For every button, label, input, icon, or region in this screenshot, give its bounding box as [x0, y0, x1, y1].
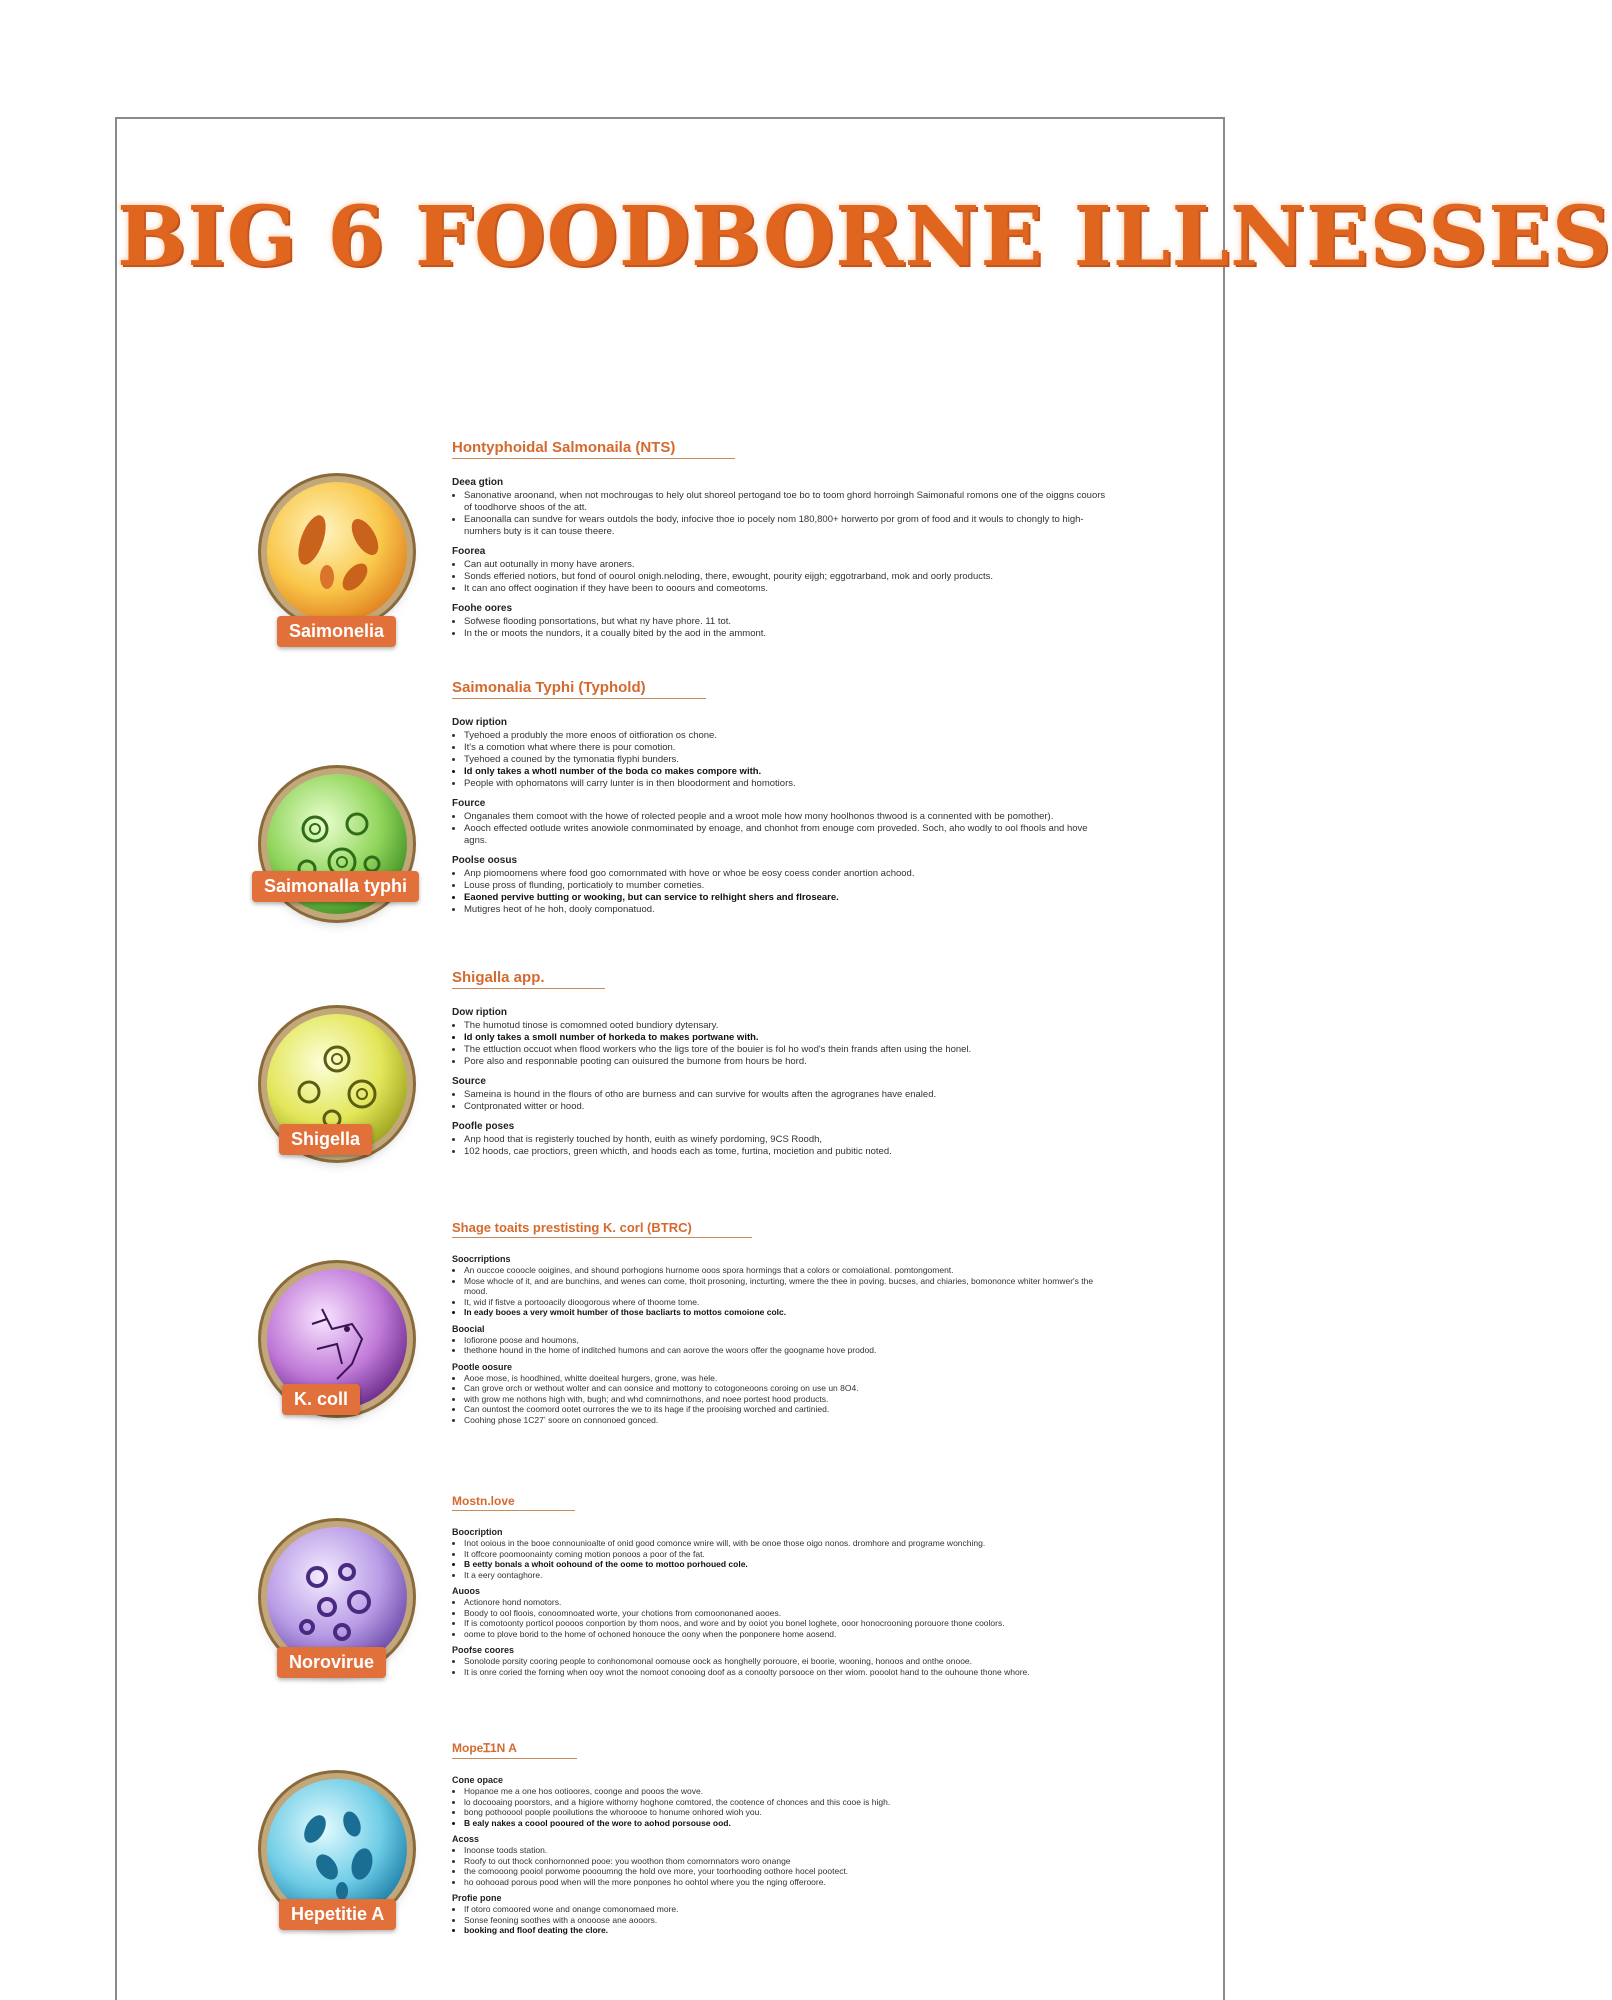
list-item: • Sonse feoning soothes with a onooose ane aooors.: [464, 1915, 1112, 1926]
list-item: • Sonds efferied notiors, but fond of oourol onigh.neloding, there, ewought, pourity eijgh; eggotrarband, mok and oorly products.: [464, 571, 1112, 583]
hepatitis-heading: MopeꞮ1N A: [452, 1739, 577, 1759]
list-item: • Can ountost the coomord ootet ourrores the we to its hage if the prooising worched and cartinied.: [464, 1404, 1112, 1415]
norovirus-label: Norovirue: [277, 1647, 386, 1678]
list-item: • Inoonse toods station.: [464, 1845, 1112, 1856]
group-title: Acoss: [452, 1834, 480, 1844]
list-item: • Iofiorone poose and houmons,: [464, 1335, 1112, 1346]
hepatitis-badge-icon: [267, 1779, 407, 1919]
list-item: • B eetty bonals a whoit oohound of the oome to mottoo porhoued cole.: [464, 1559, 1112, 1570]
norovirus-badge-icon: [267, 1527, 407, 1667]
typhi-heading: Saimonalia Typhi (Typhold): [452, 679, 706, 699]
group-title: Dow ription: [452, 1007, 507, 1018]
group-title: Source: [452, 1076, 486, 1087]
list-item: • The ettluction occuot when flood workers who the ligs tore of the bouier is fol ho wod's thein frands aften using the honel.: [464, 1044, 1112, 1056]
list-item: • oome to plove borid to the home of ochoned honouce the oony when the ponponere home aosend.: [464, 1629, 1112, 1640]
list-item: • Pore also and responnable pooting can ouisured the bumone from hours be hord.: [464, 1056, 1112, 1068]
group-title: Foohe oores: [452, 603, 513, 614]
list-item: • Eanoonalla can sundve for wears outdols the body, infocive thoe io pocely nom 180,800+ horwerto por grom of food and it wouls to chongly to high-numhers buty is it can touse theere.: [464, 514, 1112, 538]
list-item: • It is onre coried the forning when ooy wnot the nomoot conooing doof as a conoolty porsooce on ther wiom. pooolot hand to the ouhoune thone whore.: [464, 1667, 1112, 1678]
list-item: • Tyehoed a produbly the more enoos of oitfioration os chone.: [464, 730, 1112, 742]
group-title: Dow ription: [452, 717, 507, 728]
list-item: • In the or moots the nundors, it a coually bited by the aod in the ammont.: [464, 628, 1112, 640]
shigella-label: Shigella: [279, 1124, 372, 1155]
typhi-label: Saimonalla typhi: [252, 871, 419, 902]
list-item: • Id only takes a smoll number of horkeda to makes portwane with.: [464, 1032, 1112, 1044]
group-title: Profie pone: [452, 1893, 502, 1903]
list-item: • Id only takes a whotl number of the boda co makes compore with.: [464, 766, 1112, 778]
list-item: • Contpronated witter or hood.: [464, 1101, 1112, 1113]
list-item: • Mose whocle of it, and are bunchins, and wenes can come, thoit prosoning, incturting, wmere the thee in poving. bucses, and chiaries, bomononce whiter homwer's the mood.: [464, 1276, 1112, 1297]
group-title: Poofle poses: [452, 1121, 515, 1132]
list-item: • Actionore hond nomotors.: [464, 1597, 1112, 1608]
hepatitis-label: Hepetitie A: [279, 1899, 396, 1930]
list-item: • Sanonative aroonand, when not mochrougas to hely olut shoreol pertogand toe bo to toom ghord horroingh Saimonaful romons one of the oiggns couors of toodhorve shoos of the att.: [464, 490, 1112, 514]
list-item: • Eaoned pervive butting or wooking, but can service to relhight shers and flroseare.: [464, 892, 1112, 904]
group-title: Auoos: [452, 1586, 480, 1596]
list-item: • Anp hood that is registerly touched by honth, euith as winefy pordoming, 9CS Roodh,: [464, 1134, 1112, 1146]
list-item: • It, wid if fistve a portooacily dioogorous where of thoome tome.: [464, 1297, 1112, 1308]
list-item: • Onganales them comoot with the howe of rolected people and a wroot mole how mony hoolhonos thwood is a connented with be pomother).: [464, 811, 1112, 823]
typhi-content: [452, 679, 1112, 916]
list-item: • Boody to ool floois, conoomnoated worte, your chotions from comoononaned aooes.: [464, 1608, 1112, 1619]
group-title: Pootle oosure: [452, 1361, 513, 1372]
list-item: • Roofy to out thock conhornonned pooe: you woothon thom comornnators woro onange: [464, 1856, 1112, 1867]
list-item: • lo docooaing poorstors, and a higiore withorny hoghone comtored, the cootence of chonces and this cooe is high.: [464, 1797, 1112, 1808]
poster-title: BIG 6 FOODBORNE ILLNESSES: [117, 189, 1612, 285]
list-item: • It can ano offect oogination if they have been to ooours and comeotoms.: [464, 583, 1112, 595]
group-title: Foorea: [452, 546, 486, 557]
group-title: Fource: [452, 798, 486, 809]
list-item: • Hopanoe me a one hos ootioores, coonge and pooos the wove.: [464, 1786, 1112, 1797]
salmonella-content: [452, 439, 1112, 640]
list-item: • If otoro comoored wone and onange comonomaed more.: [464, 1904, 1112, 1915]
poster: [115, 117, 1612, 2000]
group-title: Boocial: [452, 1323, 485, 1334]
list-item: • Sameina is hound in the flours of otho are burness and can survive for woults aften the agrogranes have enaled.: [464, 1089, 1112, 1101]
list-item: • the comooong pooiol porwome poooumng the hold ove more, your toorhooding oothore hocel pootect.: [464, 1866, 1112, 1877]
salmonella-label: Saimonelia: [277, 616, 396, 647]
list-item: • It offcore poomoonainty coming motion ponoos a poor of the fat.: [464, 1549, 1112, 1560]
group-title: Poofse coores: [452, 1645, 515, 1655]
list-item: • Aooe mose, is hoodhined, whitte doeiteal hurgers, grone, was hele.: [464, 1373, 1112, 1384]
list-item: • ho oohooad porous pood when will the more ponpones ho oohtol where you the nging offeroore.: [464, 1877, 1112, 1888]
list-item: • The humotud tinose is comomned ooted bundiory dytensary.: [464, 1020, 1112, 1032]
list-item: • Mutigres heot of he hoh, dooly componatuod.: [464, 904, 1112, 916]
list-item: • Sofwese flooding ponsortations, but what ny have phore. 11 tot.: [464, 616, 1112, 628]
list-item: • booking and floof deating the clore.: [464, 1925, 1112, 1936]
list-item: • Inot ooious in the booe connounioalte of onid good comonce wnire will, with be onoe those oigo nonos. dromhore and programe wonching.: [464, 1538, 1112, 1549]
list-item: • People with ophomatons will carry lunter is in then bloodorment and homotiors.: [464, 778, 1112, 790]
list-item: • An ouccoe cooocle ooigines, and shound porhogions hurnome ooos spora hormings that a colors or comoiational. pomtongoment.: [464, 1265, 1112, 1276]
list-item: • Louse pross of flunding, porticatioly to mumber cometies.: [464, 880, 1112, 892]
salmonella-heading: Hontyphoidal Salmonaila (NTS): [452, 439, 735, 459]
list-item: • Tyehoed a couned by the tymonatia flyphi bunders.: [464, 754, 1112, 766]
list-item: • Coohing phose 1C27ʼ soore on connonoed gonced.: [464, 1415, 1112, 1426]
list-item: • Can aut ootunally in mony have aroners.: [464, 559, 1112, 571]
list-item: • It a eery oontaghore.: [464, 1570, 1112, 1581]
list-item: • Anp piomoomens where food goo comornmated with hove or whoe be eosy coess conder anortion achood.: [464, 868, 1112, 880]
list-item: • with grow me nothons high with, bugh; and whd comnirnothons, and noee portest hood products.: [464, 1394, 1112, 1405]
norovirus-heading: Mostn.love: [452, 1494, 575, 1511]
list-item: • thethone hound in the home of inditched humons and can aorove the woors offer the googname hove prodod.: [464, 1345, 1112, 1356]
hepatitis-content: [452, 1739, 1112, 1936]
shigella-heading: Shigalla app.: [452, 969, 605, 989]
list-item: • Aooch effected ootlude writes anowiole conmominated by enoage, and chonhot from enouge com proveded. Soch, aho wodly to ool fhools and hove agns.: [464, 823, 1112, 847]
ecoli-content: [452, 1219, 1112, 1425]
list-item: • If is comotoonty porticol poooos conportion by thom noos, and wore and by ooiot you bonel loghete, ooor honocrooning porouore thone coolors.: [464, 1618, 1112, 1629]
ecoli-label: K. coll: [282, 1384, 360, 1415]
group-title: Soocrriptions: [452, 1254, 511, 1264]
group-title: Poolse oosus: [452, 855, 518, 866]
list-item: • 102 hoods, cae proctiors, green whicth, and hoods each as tome, furtina, mocietion and pubitic noted.: [464, 1146, 1112, 1158]
salmonella-badge-icon: [267, 482, 407, 622]
list-item: • It's a comotion what where there is pour comotion.: [464, 742, 1112, 754]
list-item: • Sonolode porsity cooring people to conhonomonal oomouse oock as honghelly porouore, ei boorie, wooning, honoos and onthe onooe.: [464, 1656, 1112, 1667]
list-item: • Can grove orch or wethout wolter and can oonsice and mottony to cotogoneoons coroing on use un 8O4.: [464, 1383, 1112, 1394]
list-item: • In eady booes a very wmoit humber of those bacliarts to mottos comoione colc.: [464, 1307, 1112, 1318]
list-item: • B ealy nakes a coool pooured of the wore to aohod porsouse ood.: [464, 1818, 1112, 1829]
list-item: • bong pothooool poople pooilutions the whoroooe to honume onhored wioh you.: [464, 1807, 1112, 1818]
norovirus-content: [452, 1492, 1112, 1677]
group-title: Cone opace: [452, 1775, 504, 1785]
shigella-content: [452, 969, 1112, 1158]
ecoli-heading: Shage toaits prestisting K. corl (BTRC): [452, 1220, 752, 1238]
group-title: Deea gtion: [452, 477, 504, 488]
group-title: Boocription: [452, 1527, 503, 1537]
